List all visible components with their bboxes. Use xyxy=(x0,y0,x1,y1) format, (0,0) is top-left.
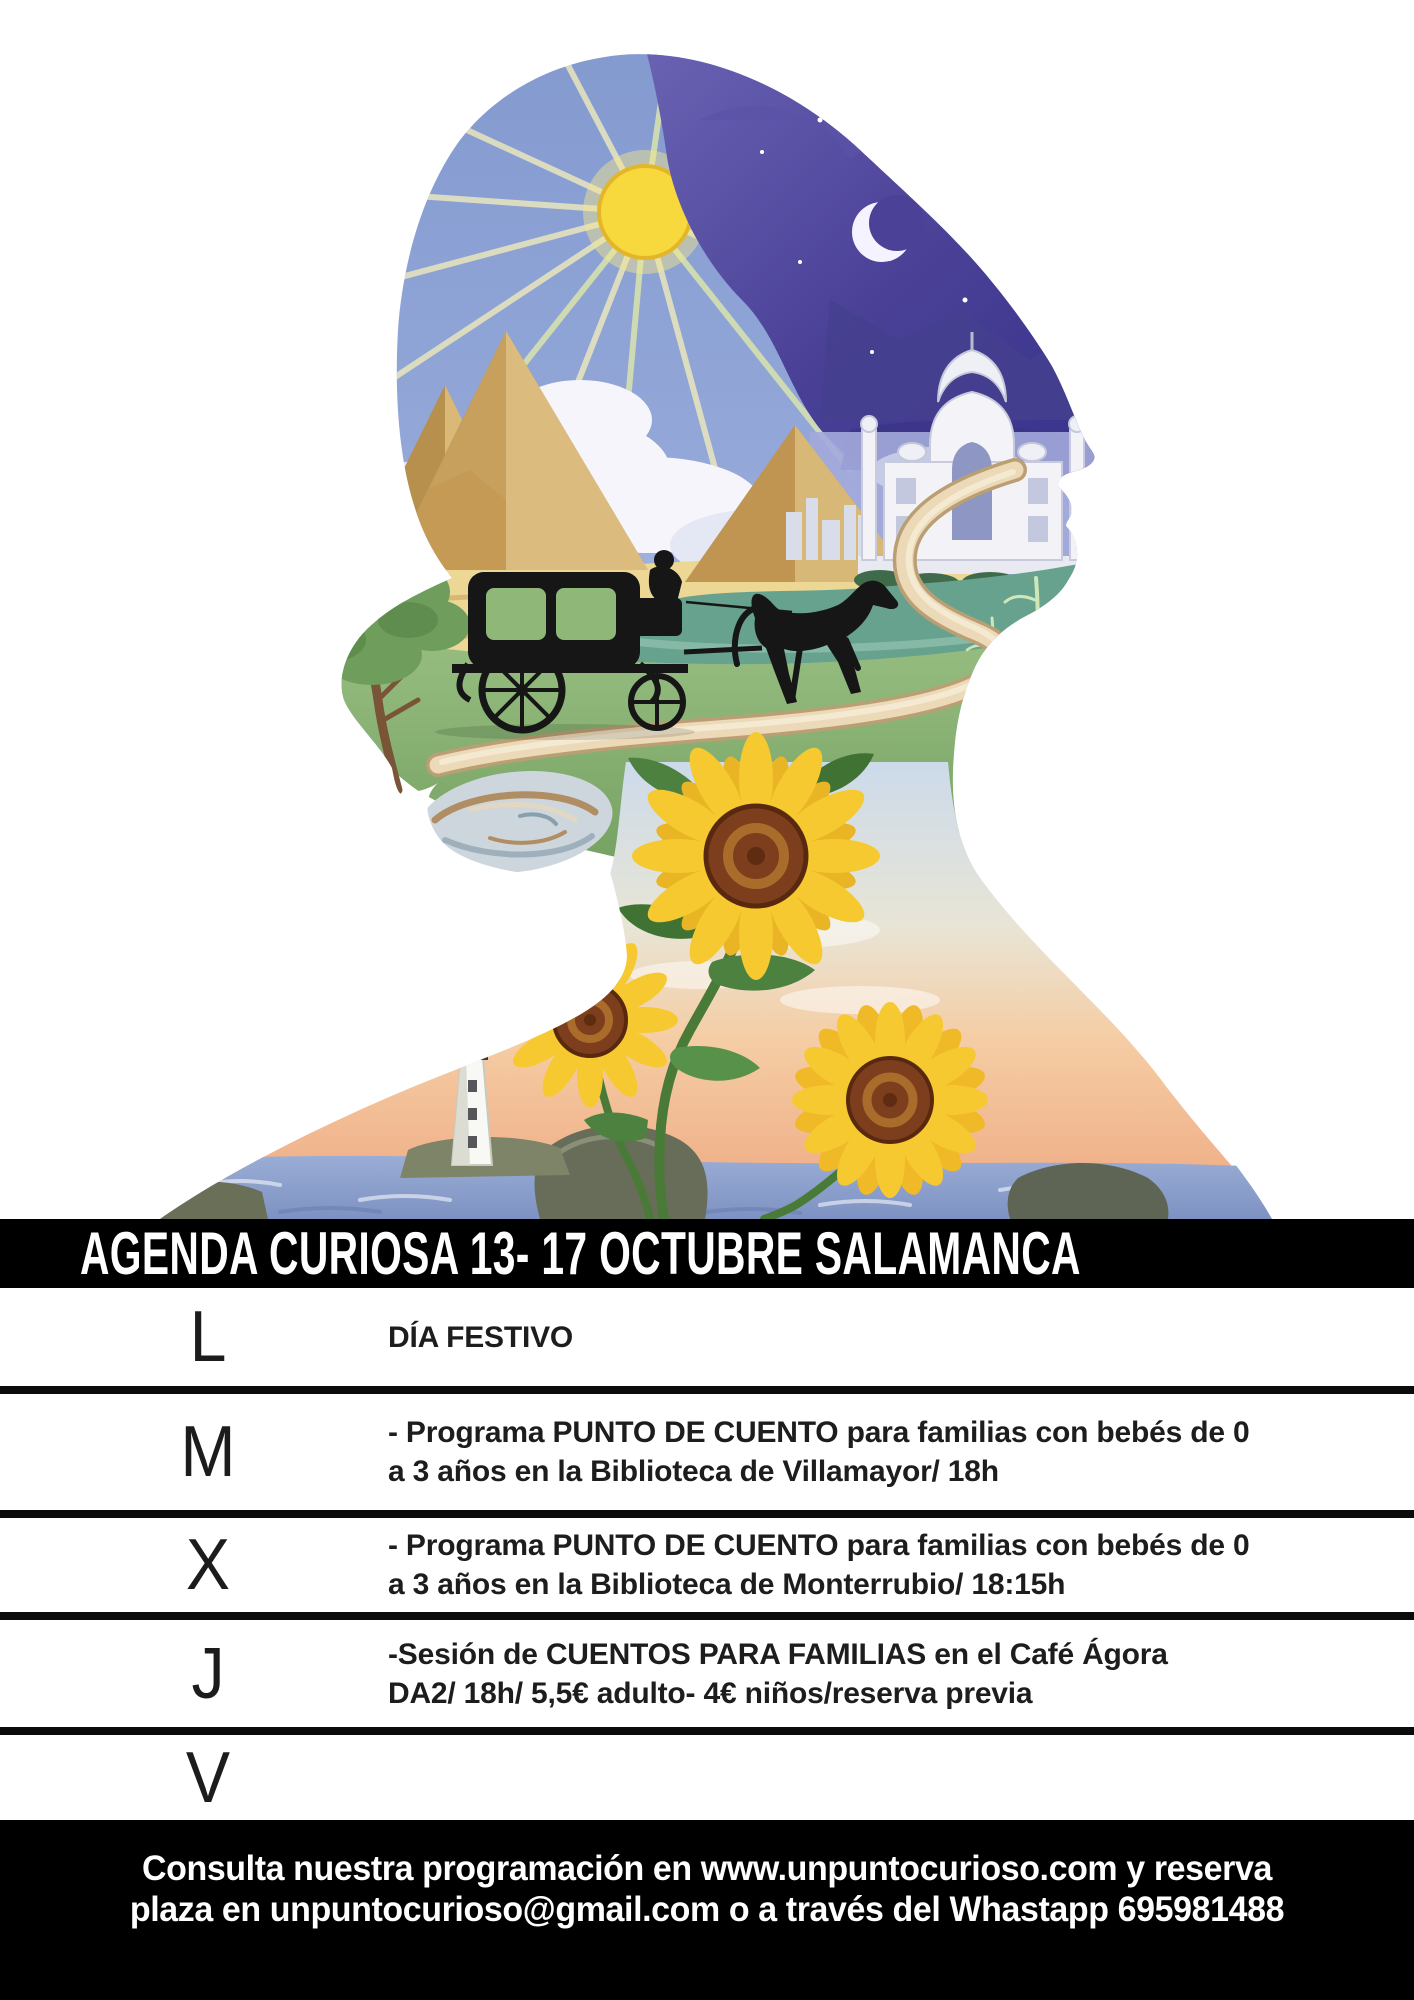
schedule-row-tuesday xyxy=(0,1394,1414,1510)
event-line: - Programa PUNTO DE CUENTO para familias con bebés de 0 xyxy=(388,1416,1250,1449)
event-line: DA2/ 18h/ 5,5€ adulto- 4€ niños/reserva previa xyxy=(388,1676,1033,1710)
row-divider xyxy=(0,1386,1414,1394)
event-line: DÍA FESTIVO xyxy=(388,1320,574,1354)
footer-line-contact: plaza en unpuntocurioso@gmail.com o a través del Whastapp 695981488 xyxy=(129,1890,1285,1929)
weekly-schedule xyxy=(0,1288,1414,1820)
event-line: a 3 años en la Biblioteca de Villamayor/ 18h xyxy=(388,1455,999,1488)
day-letter-j: J xyxy=(191,1633,225,1714)
row-divider xyxy=(0,1510,1414,1518)
row-divider xyxy=(0,1612,1414,1620)
contact-footer xyxy=(0,1820,1414,2000)
schedule-row-friday xyxy=(0,1735,1414,1820)
sunflower-right xyxy=(791,1001,988,1198)
day-letter-m: M xyxy=(180,1412,236,1492)
event-line: - Programa PUNTO DE CUENTO para familias con bebés de 0 xyxy=(388,1529,1250,1562)
event-line: a 3 años en la Biblioteca de Monterrubio/ 18:15h xyxy=(388,1568,1066,1601)
event-wednesday xyxy=(388,1526,1249,1604)
footer-text xyxy=(130,1848,1284,1930)
row-divider xyxy=(0,1727,1414,1735)
title-banner xyxy=(0,1219,1414,1288)
event-thursday xyxy=(388,1635,1168,1713)
day-letter-x: X xyxy=(185,1525,231,1605)
footer-line-website: Consulta nuestra programación en www.unpuntocurioso.com y reserva xyxy=(142,1849,1272,1888)
day-letter-l: L xyxy=(189,1297,227,1377)
day-letter-v: V xyxy=(185,1737,231,1818)
schedule-row-thursday xyxy=(0,1620,1414,1727)
event-monday xyxy=(388,1318,573,1357)
lighthouse xyxy=(452,1009,492,1165)
poster-title: AGENDA CURIOSA 13- 17 OCTUBRE SALAMANCA xyxy=(80,1220,1081,1287)
event-line: -Sesión de CUENTOS PARA FAMILIAS en el Café Ágora xyxy=(388,1637,1168,1671)
event-tuesday xyxy=(388,1413,1249,1491)
schedule-row-monday xyxy=(0,1288,1414,1386)
schedule-row-wednesday xyxy=(0,1518,1414,1612)
